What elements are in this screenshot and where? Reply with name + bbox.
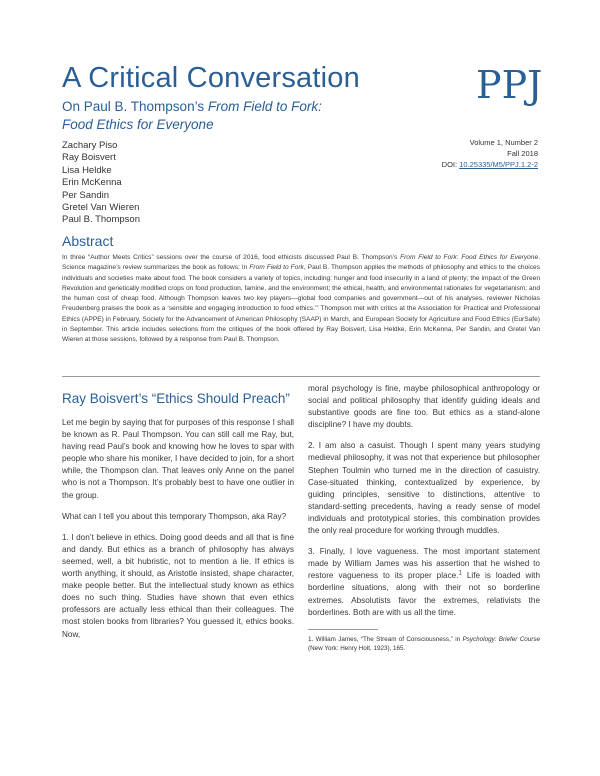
body-paragraph [308, 546, 540, 619]
abstract-sentence: In three “Author Meets Critics” sessions over the course of 2016, food ethicists discussed Paul B. Thompson’s [62, 254, 398, 261]
author-name: Lisa Heldke [62, 164, 112, 176]
footnote-divider [308, 629, 378, 630]
footnote-text: 1. William James, “The Stream of Consciousness,” in [308, 635, 461, 643]
abstract-book-title: From Field to Fork: Food Ethics for Everyone [400, 254, 539, 261]
subtitle-book-title-2: Food Ethics for Everyone [62, 117, 214, 132]
abstract-sentence: , Paul B. Thompson applies the methods of philosophy and ethics to the choices individuals and societies make about food. The book considers a variety of topics, including: hunger and food insecurity in a land of plenty; the impact of the Green Revolution and genetically modified crops on food production, famine, and the environment; the ethical, health, and environmental rationales for vegetarianism; and the human cost of cheap food. Although Thompson leaves two key players—global food companies and government—out of his analyses, reviewer Nicholas Freudenberg praises the book as a ‘sensible and engaging introduction to food ethics.’” Thompson met with critics at the Association for Practical and Professional Ethics (APPE) in February, Society for the Advancement of American Philosophy (SAAP) in March, and European Society for Agriculture and Food Ethics (EurSafe) in September. This article includes selections from the critiques of the book offered by Ray Boisvert, Lisa Heldke, Erin McKenna, Per Sandin, and Gretel Van Wieren at those sessions, followed by a response from Paul B. Thompson. [62, 264, 540, 344]
author-list [62, 140, 140, 227]
paragraph-text: 3. Finally, I love vagueness. The most important statement made by William James was his assertion that he wished to restore vagueness to its proper place. [308, 547, 540, 581]
author-name: Ray Boisvert [62, 152, 116, 164]
section-heading: Ray Boisvert’s “Ethics Should Preach” [62, 391, 290, 406]
footnote-text: (New York: Henry Holt, 1923), 165. [308, 645, 406, 653]
author-name: Gretel Van Wieren [62, 202, 140, 214]
doi-link[interactable]: 10.25335/M5/PPJ.1.2-2 [459, 160, 538, 169]
right-column [308, 383, 540, 663]
body-paragraph: 1. I don’t believe in ethics. Doing good deeds and all that is fine and dandy. But ethics as a branch of philosophy has always seemed, well, a bit hubristic, not to mention a lie. If ethics is worth anything, it should, as Aristotle insisted, shape character, make people better. But the intellectual study known as ethics does no such thing. Studies have shown that even ethics professors are actually less ethical than their colleagues. The most stolen books from libraries? You guessed it, ethics books. Now, [62, 532, 294, 639]
logo-text: PPJ [476, 63, 543, 107]
body-paragraph: moral psychology is fine, maybe philosophical anthropology or social and political philosophy that identify guiding ideals and substantive goods are fine too. But ethics as a stand-alone discipline? I have my doubts. [308, 384, 540, 430]
section-divider [62, 376, 540, 377]
left-column [62, 383, 294, 650]
footnote-marker[interactable]: 1 [458, 570, 462, 577]
abstract-heading: Abstract [62, 233, 114, 249]
publication-info [338, 137, 538, 170]
author-name: Zachary Piso [62, 140, 118, 151]
article-title: A Critical Conversation [62, 62, 360, 94]
footnote-book-title: Psychology: Briefer Course [462, 635, 540, 643]
subtitle-book-title: From Field to Fork: [207, 99, 322, 114]
abstract-book-title: From Field to Fork [249, 264, 304, 272]
article-subtitle [62, 98, 422, 134]
paragraph-text: Life is loaded with borderline situations, along with their not so borderline extremes. Absolutists favor the extremes, relativists the borderlines. Both are with us all the time. [308, 571, 541, 617]
ppj-logo [474, 62, 544, 108]
body-paragraph: 2. I am also a casuist. Though I spent many years studying medieval philosophy, it was not that experience but philosopher Stephen Toulmin who turned me in the direction of casuistry. Case-situated thinking, contextualized by experience, by guiding principles, sensitive to distinctions, attentive to standard-setting precedents, having a ready sense of model individuals and prototypical stories, this combination provides the only real procedure for working through muddles. [308, 441, 540, 536]
author-name: Per Sandin [62, 189, 110, 201]
doi-label: DOI: [441, 160, 458, 169]
abstract-text [62, 253, 540, 346]
doi-line [338, 159, 538, 170]
issue-date: Fall 2018 [507, 149, 538, 158]
subtitle-line: On Paul B. Thompson’s [62, 99, 205, 114]
author-name: Paul B. Thompson [62, 214, 140, 226]
body-paragraph: What can I tell you about this temporary Thompson, aka Ray? [62, 511, 287, 521]
footnote [308, 635, 540, 654]
volume-number: Volume 1, Number 2 [469, 138, 538, 147]
body-paragraph: Let me begin by saying that for purposes of this response I shall be known as R. Paul Thompson. You can still call me Ray, but, having read Paul’s book and knowing how he loves to spar with people who share his moniker, I have decided to join, for a short while, the Thompson clan. That leaves only Anne on the panel who is not a Thompson. It’s probably best to have one outlier in the group. [62, 418, 294, 500]
author-name: Erin McKenna [62, 177, 122, 189]
abstract-sentence: . Science magazine’s review summarizes the book as follows: In [62, 254, 540, 272]
